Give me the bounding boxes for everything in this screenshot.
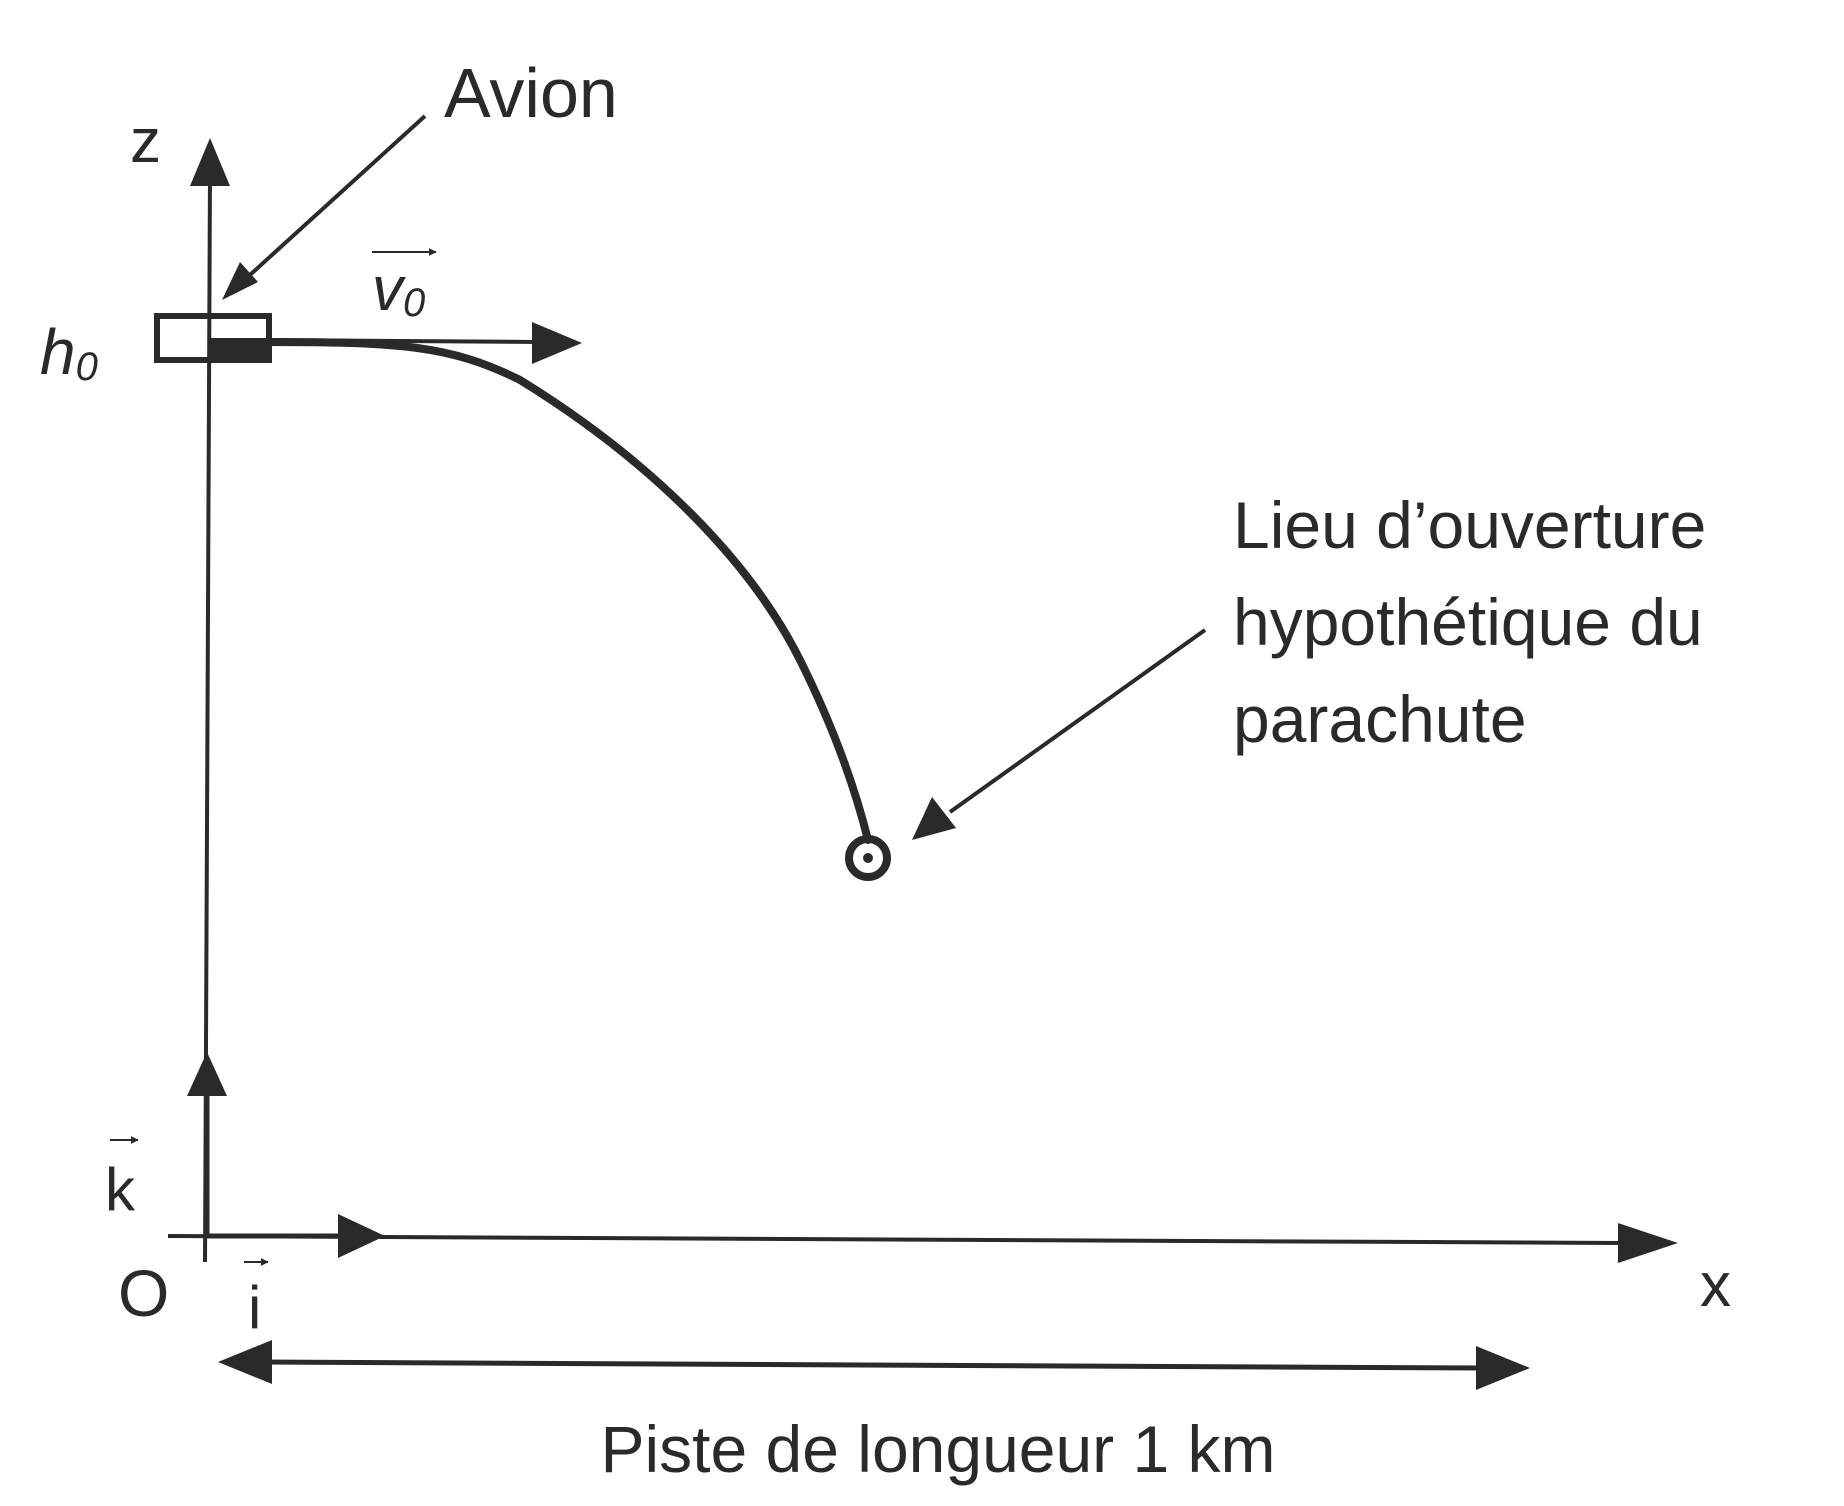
x-axis-label: x [1700, 1251, 1731, 1320]
opening-point-label-line-1: Lieu d’ouverture [1233, 488, 1707, 562]
plane-label: Avion [444, 54, 618, 132]
opening-point-label [1233, 488, 1725, 756]
opening-point-pointer-arrowhead [912, 797, 956, 840]
velocity-symbol: v [372, 255, 403, 324]
z-axis-arrowhead [190, 138, 230, 186]
trajectory-curve [262, 342, 868, 840]
unit-vector-k-label: k [105, 1156, 135, 1223]
runway-arrowhead-left [218, 1340, 272, 1384]
z-axis-label: z [130, 107, 161, 176]
plane-pointer-arrowhead [222, 262, 258, 300]
opening-point-center [863, 853, 873, 863]
height-symbol: h [40, 316, 76, 388]
opening-point-pointer-arrow [950, 630, 1205, 812]
runway-label: Piste de longueur 1 km [600, 1412, 1276, 1486]
opening-point-label-line-2: hypothétique du [1233, 585, 1703, 659]
unit-vector-i-label: i [248, 1274, 262, 1341]
height-subscript: 0 [75, 345, 98, 389]
opening-point-label-line-3: parachute [1233, 682, 1527, 756]
x-axis-arrowhead [1618, 1223, 1678, 1263]
velocity-label [372, 255, 425, 325]
velocity-vector-arrowhead [532, 322, 582, 364]
height-label [40, 316, 98, 389]
unit-vector-k-arrowhead [187, 1052, 227, 1096]
unit-vector-i-arrowhead [338, 1214, 385, 1258]
velocity-subscript: 0 [403, 281, 426, 325]
x-axis [168, 1236, 1620, 1243]
origin-label: O [118, 1256, 170, 1330]
runway-length-arrow [262, 1362, 1482, 1368]
runway-arrowhead-right [1476, 1346, 1530, 1390]
